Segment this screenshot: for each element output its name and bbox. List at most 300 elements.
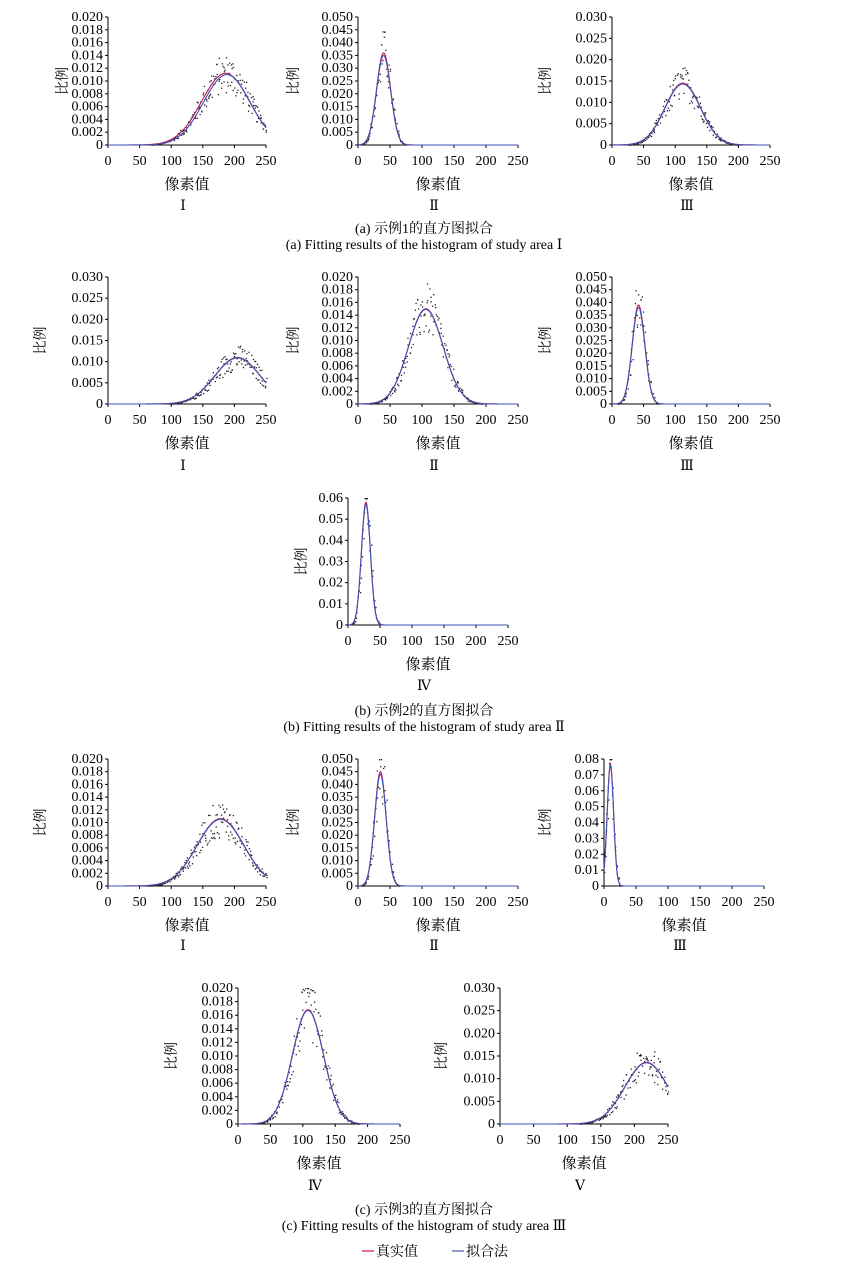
scatter-point bbox=[196, 398, 197, 399]
scatter-point bbox=[672, 106, 673, 107]
scatter-point bbox=[390, 395, 391, 396]
y-axis-label: 比例 bbox=[295, 547, 310, 576]
y-tick-label: 0.04 bbox=[574, 815, 599, 831]
scatter-point bbox=[223, 357, 224, 358]
scatter-point bbox=[378, 787, 379, 788]
scatter-point bbox=[206, 106, 207, 107]
scatter-point bbox=[199, 834, 200, 835]
scatter-point bbox=[643, 141, 644, 142]
y-tick-label: 0.005 bbox=[71, 375, 103, 391]
y-tick-label: 0.01 bbox=[318, 596, 343, 612]
scatter-point bbox=[256, 367, 257, 368]
scatter-point bbox=[219, 81, 220, 82]
x-tick-label: 250 bbox=[255, 154, 277, 169]
x-tick-label: 0 bbox=[354, 413, 362, 428]
scatter-point bbox=[692, 102, 693, 103]
scatter-point bbox=[427, 300, 428, 301]
y-tick-label: 0.014 bbox=[201, 1021, 233, 1037]
x-tick-label: 250 bbox=[255, 895, 277, 910]
scatter-point bbox=[665, 115, 666, 116]
y-tick-label: 0.025 bbox=[321, 74, 353, 89]
scatter-point bbox=[318, 1012, 319, 1013]
scatter-point bbox=[329, 1068, 330, 1069]
scatter-point bbox=[717, 134, 718, 135]
x-tick-label: 50 bbox=[383, 413, 397, 428]
scatter-point bbox=[687, 73, 688, 74]
scatter-point bbox=[356, 618, 357, 619]
scatter-point bbox=[374, 836, 375, 837]
scatter-point bbox=[234, 842, 235, 843]
scatter-point bbox=[443, 335, 444, 336]
y-tick-label: 0.006 bbox=[71, 840, 103, 856]
y-tick-label: 0.008 bbox=[71, 86, 103, 102]
chart-panel-b-6 bbox=[538, 270, 781, 474]
scatter-point bbox=[622, 1085, 623, 1086]
scatter-point bbox=[430, 301, 431, 302]
scatter-point bbox=[394, 110, 395, 111]
scatter-point bbox=[234, 87, 235, 88]
x-tick-label: 250 bbox=[389, 1133, 411, 1148]
scatter-point bbox=[235, 353, 236, 354]
scatter-point bbox=[414, 318, 415, 319]
y-tick-label: 0.008 bbox=[71, 828, 103, 844]
scatter-point bbox=[379, 759, 380, 760]
scatter-point bbox=[635, 303, 636, 304]
legend-fit-label: 拟合法 bbox=[466, 1245, 508, 1260]
series-true-value-line bbox=[108, 73, 266, 145]
scatter-point bbox=[201, 111, 202, 112]
y-tick-label: 0.002 bbox=[321, 384, 353, 400]
scatter-point bbox=[387, 75, 388, 76]
x-tick-label: 250 bbox=[759, 154, 781, 169]
scatter-point bbox=[313, 1011, 314, 1012]
scatter-point bbox=[381, 759, 382, 760]
scatter-point bbox=[188, 863, 189, 864]
y-tick-label: 0.006 bbox=[71, 99, 103, 115]
x-tick-label: 50 bbox=[132, 413, 147, 428]
scatter-point bbox=[415, 310, 416, 311]
caption-c-en: (c) Fitting results of the histogram of study area Ⅲ bbox=[281, 1219, 567, 1234]
scatter-point bbox=[627, 1087, 628, 1088]
x-tick-label: 150 bbox=[192, 413, 214, 428]
scatter-point bbox=[287, 1081, 288, 1082]
scatter-point bbox=[201, 825, 202, 826]
y-tick-label: 0 bbox=[96, 138, 103, 153]
scatter-point bbox=[249, 848, 250, 849]
x-tick-label: 250 bbox=[753, 895, 775, 910]
x-tick-label: 200 bbox=[223, 154, 245, 169]
scatter-point bbox=[226, 57, 227, 58]
x-tick-label: 0 bbox=[344, 634, 352, 649]
scatter-point bbox=[308, 996, 309, 997]
scatter-point bbox=[326, 1052, 327, 1053]
scatter-point bbox=[221, 361, 222, 362]
x-tick-label: 250 bbox=[759, 413, 781, 428]
scatter-point bbox=[338, 1102, 339, 1103]
scatter-point bbox=[265, 873, 266, 874]
scatter-point bbox=[611, 1104, 612, 1105]
scatter-point bbox=[253, 373, 254, 374]
scatter-point bbox=[304, 990, 305, 991]
y-tick-label: 0 bbox=[96, 397, 103, 412]
scatter-point bbox=[243, 98, 244, 99]
x-tick-label: 200 bbox=[223, 895, 245, 910]
x-axis-label: 像素值 bbox=[415, 177, 461, 193]
scatter-point bbox=[226, 359, 227, 360]
x-axis-label: 像素值 bbox=[405, 657, 451, 673]
scatter-point bbox=[649, 1068, 650, 1069]
scatter-point bbox=[407, 338, 408, 339]
scatter-point bbox=[305, 988, 306, 989]
series-true-value-line bbox=[358, 309, 518, 404]
scatter-point bbox=[648, 364, 649, 365]
scatter-point bbox=[708, 120, 709, 121]
series-true-value-line bbox=[604, 764, 764, 886]
scatter-point bbox=[321, 1030, 322, 1031]
scatter-point bbox=[701, 116, 702, 117]
scatter-point bbox=[244, 81, 245, 82]
scatter-point bbox=[420, 304, 421, 305]
scatter-point bbox=[221, 83, 222, 84]
panel-subtitle: Ⅲ bbox=[673, 939, 687, 954]
scatter-point bbox=[637, 1053, 638, 1054]
scatter-point bbox=[236, 92, 237, 93]
x-tick-label: 100 bbox=[657, 895, 679, 910]
scatter-point bbox=[215, 815, 216, 816]
scatter-point bbox=[312, 990, 313, 991]
scatter-point bbox=[236, 75, 237, 76]
x-tick-label: 0 bbox=[354, 895, 362, 910]
scatter-point bbox=[387, 398, 388, 399]
scatter-point bbox=[169, 881, 170, 882]
scatter-point bbox=[380, 766, 381, 767]
scatter-point bbox=[245, 88, 246, 89]
scatter-point bbox=[205, 835, 206, 836]
scatter-point bbox=[428, 332, 429, 333]
scatter-point bbox=[197, 118, 198, 119]
scatter-point bbox=[641, 1055, 642, 1056]
panel-subtitle: Ⅴ bbox=[574, 1179, 586, 1194]
x-tick-label: 200 bbox=[475, 895, 497, 910]
scatter-point bbox=[646, 1056, 647, 1057]
scatter-point bbox=[217, 376, 218, 377]
scatter-point bbox=[656, 120, 657, 121]
scatter-point bbox=[326, 1079, 327, 1080]
scatter-point bbox=[395, 389, 396, 390]
scatter-point bbox=[233, 352, 234, 353]
scatter-point bbox=[437, 316, 438, 317]
scatter-point bbox=[232, 63, 233, 64]
scatter-point bbox=[237, 841, 238, 842]
scatter-point bbox=[251, 113, 252, 114]
y-tick-label: 0.010 bbox=[321, 853, 353, 869]
y-tick-label: 0.018 bbox=[321, 282, 353, 298]
series-fit-line bbox=[612, 307, 770, 404]
scatter-point bbox=[227, 64, 228, 65]
scatter-point bbox=[186, 131, 187, 132]
scatter-point bbox=[224, 356, 225, 357]
scatter-point bbox=[261, 370, 262, 371]
y-tick-label: 0.020 bbox=[575, 346, 607, 362]
scatter-point bbox=[398, 130, 399, 131]
x-tick-label: 250 bbox=[507, 895, 529, 910]
scatter-point bbox=[235, 837, 236, 838]
x-tick-label: 0 bbox=[354, 154, 362, 169]
scatter-point bbox=[224, 67, 225, 68]
y-tick-label: 0.012 bbox=[321, 320, 353, 336]
scatter-point bbox=[263, 128, 264, 129]
scatter-point bbox=[381, 401, 382, 402]
scatter-point bbox=[322, 1056, 323, 1057]
scatter-point bbox=[189, 865, 190, 866]
scatter-point bbox=[251, 855, 252, 856]
scatter-point bbox=[416, 334, 417, 335]
scatter-point bbox=[454, 385, 455, 386]
scatter-point bbox=[209, 95, 210, 96]
scatter-point bbox=[199, 114, 200, 115]
scatter-point bbox=[670, 86, 671, 87]
scatter-point bbox=[705, 112, 706, 113]
scatter-point bbox=[241, 363, 242, 364]
scatter-point bbox=[367, 498, 368, 499]
scatter-point bbox=[634, 1066, 635, 1067]
scatter-point bbox=[433, 294, 434, 295]
scatter-point bbox=[453, 369, 454, 370]
scatter-point bbox=[420, 315, 421, 316]
scatter-point bbox=[607, 1115, 608, 1116]
scatter-point bbox=[651, 1066, 652, 1067]
scatter-point bbox=[448, 353, 449, 354]
scatter-point bbox=[360, 592, 361, 593]
y-tick-label: 0.020 bbox=[71, 312, 103, 328]
x-tick-label: 150 bbox=[192, 895, 214, 910]
scatter-point bbox=[229, 815, 230, 816]
scatter-point bbox=[308, 988, 309, 989]
y-tick-label: 0.016 bbox=[71, 35, 103, 51]
scatter-point bbox=[203, 92, 204, 93]
y-tick-label: 0.010 bbox=[575, 95, 607, 111]
scatter-point bbox=[331, 1075, 332, 1076]
y-tick-label: 0.020 bbox=[463, 1026, 495, 1042]
y-tick-label: 0.004 bbox=[321, 371, 353, 387]
x-tick-label: 50 bbox=[636, 413, 651, 428]
y-tick-label: 0.006 bbox=[201, 1076, 233, 1092]
y-tick-label: 0 bbox=[600, 397, 607, 412]
scatter-point bbox=[226, 371, 227, 372]
x-tick-label: 200 bbox=[721, 895, 743, 910]
scatter-point bbox=[694, 108, 695, 109]
scatter-point bbox=[213, 76, 214, 77]
scatter-point bbox=[298, 1046, 299, 1047]
scatter-point bbox=[252, 96, 253, 97]
scatter-point bbox=[424, 315, 425, 316]
scatter-point bbox=[175, 877, 176, 878]
scatter-point bbox=[354, 623, 355, 624]
scatter-point bbox=[467, 401, 468, 402]
scatter-point bbox=[261, 868, 262, 869]
scatter-point bbox=[241, 827, 242, 828]
scatter-point bbox=[212, 833, 213, 834]
scatter-point bbox=[305, 1002, 306, 1003]
scatter-point bbox=[296, 1054, 297, 1055]
scatter-point bbox=[424, 313, 425, 314]
scatter-point bbox=[692, 97, 693, 98]
series-true-value-line bbox=[358, 772, 518, 886]
x-tick-label: 50 bbox=[263, 1133, 278, 1148]
scatter-point bbox=[222, 377, 223, 378]
scatter-point bbox=[432, 306, 433, 307]
x-tick-label: 100 bbox=[160, 413, 182, 428]
y-tick-label: 0.018 bbox=[71, 764, 103, 780]
scatter-point bbox=[677, 75, 678, 76]
y-tick-label: 0.035 bbox=[321, 790, 353, 806]
y-tick-label: 0.045 bbox=[321, 764, 353, 780]
scatter-point bbox=[249, 106, 250, 107]
scatter-point bbox=[245, 839, 246, 840]
x-tick-label: 150 bbox=[192, 154, 214, 169]
scatter-point bbox=[637, 324, 638, 325]
scatter-point bbox=[371, 858, 372, 859]
scatter-point bbox=[211, 837, 212, 838]
scatter-point bbox=[617, 1106, 618, 1107]
scatter-point bbox=[307, 992, 308, 993]
scatter-point bbox=[423, 331, 424, 332]
scatter-point bbox=[647, 1058, 648, 1059]
scatter-point bbox=[296, 1018, 297, 1019]
y-tick-label: 0.005 bbox=[463, 1094, 495, 1110]
scatter-point bbox=[266, 132, 267, 133]
y-tick-label: 0.002 bbox=[201, 1103, 233, 1119]
panel-subtitle: Ⅰ bbox=[180, 199, 186, 214]
scatter-point bbox=[444, 343, 445, 344]
scatter-point bbox=[291, 1074, 292, 1075]
scatter-point bbox=[210, 830, 211, 831]
x-tick-label: 0 bbox=[496, 1133, 504, 1148]
y-tick-label: 0.002 bbox=[71, 125, 103, 141]
scatter-point bbox=[229, 63, 230, 64]
scatter-point bbox=[401, 375, 402, 376]
scatter-point bbox=[654, 1056, 655, 1057]
x-axis-label: 像素值 bbox=[415, 436, 461, 452]
x-tick-label: 100 bbox=[411, 895, 433, 910]
scatter-point bbox=[342, 1111, 343, 1112]
scatter-point bbox=[426, 302, 427, 303]
scatter-point bbox=[378, 80, 379, 81]
scatter-point bbox=[204, 104, 205, 105]
scatter-point bbox=[192, 863, 193, 864]
y-tick-label: 0.008 bbox=[321, 346, 353, 362]
scatter-point bbox=[646, 139, 647, 140]
scatter-point bbox=[208, 96, 209, 97]
scatter-point bbox=[645, 332, 646, 333]
scatter-point bbox=[207, 844, 208, 845]
scatter-point bbox=[257, 871, 258, 872]
scatter-point bbox=[637, 327, 638, 328]
scatter-point bbox=[448, 356, 449, 357]
x-tick-label: 0 bbox=[104, 154, 112, 169]
x-tick-label: 100 bbox=[401, 634, 423, 649]
scatter-point bbox=[224, 71, 225, 72]
scatter-point bbox=[626, 1074, 627, 1075]
y-tick-label: 0.040 bbox=[321, 35, 353, 51]
scatter-points bbox=[170, 346, 268, 405]
x-tick-label: 0 bbox=[608, 154, 616, 169]
panel-subtitle: Ⅱ bbox=[429, 199, 439, 214]
scatter-points bbox=[629, 67, 739, 145]
scatter-point bbox=[392, 864, 393, 865]
series-fit-line bbox=[108, 358, 266, 404]
scatter-point bbox=[262, 384, 263, 385]
scatter-point bbox=[625, 1094, 626, 1095]
scatter-point bbox=[200, 850, 201, 851]
scatter-point bbox=[205, 390, 206, 391]
scatter-point bbox=[651, 1060, 652, 1061]
scatter-point bbox=[415, 303, 416, 304]
scatter-point bbox=[648, 137, 649, 138]
series-fit-line bbox=[348, 504, 508, 625]
x-tick-label: 150 bbox=[696, 413, 718, 428]
scatter-point bbox=[654, 132, 655, 133]
chart-panel-a-1 bbox=[55, 10, 277, 214]
scatter-point bbox=[207, 842, 208, 843]
y-tick-label: 0 bbox=[346, 397, 353, 412]
scatter-point bbox=[251, 97, 252, 98]
scatter-point bbox=[458, 382, 459, 383]
scatter-point bbox=[403, 367, 404, 368]
scatter-point bbox=[217, 74, 218, 75]
scatter-point bbox=[657, 1076, 658, 1077]
scatter-point bbox=[244, 350, 245, 351]
scatter-point bbox=[631, 1069, 632, 1070]
scatter-points bbox=[351, 498, 381, 625]
scatter-point bbox=[265, 386, 266, 387]
scatter-point bbox=[400, 380, 401, 381]
scatter-point bbox=[664, 1076, 665, 1077]
y-tick-label: 0.005 bbox=[575, 116, 607, 132]
scatter-point bbox=[233, 90, 234, 91]
scatter-point bbox=[266, 130, 267, 131]
scatter-point bbox=[233, 67, 234, 68]
scatter-point bbox=[606, 1116, 607, 1117]
y-tick-label: 0.012 bbox=[201, 1035, 233, 1051]
scatter-point bbox=[314, 1002, 315, 1003]
scatter-point bbox=[429, 329, 430, 330]
x-tick-label: 150 bbox=[433, 634, 455, 649]
scatter-point bbox=[651, 136, 652, 137]
scatter-point bbox=[288, 1085, 289, 1086]
scatter-point bbox=[222, 63, 223, 64]
scatter-point bbox=[682, 75, 683, 76]
scatter-point bbox=[236, 823, 237, 824]
scatter-point bbox=[193, 856, 194, 857]
scatter-point bbox=[325, 1067, 326, 1068]
scatter-point bbox=[214, 838, 215, 839]
scatter-point bbox=[259, 370, 260, 371]
scatter-point bbox=[241, 836, 242, 837]
scatter-point bbox=[309, 993, 310, 994]
y-tick-label: 0.020 bbox=[321, 270, 353, 285]
series-true-value-line bbox=[612, 83, 770, 145]
x-tick-label: 50 bbox=[383, 154, 397, 169]
y-tick-label: 0 bbox=[592, 879, 599, 894]
scatter-point bbox=[382, 803, 383, 804]
scatter-point bbox=[255, 869, 256, 870]
scatter-point bbox=[701, 118, 702, 119]
series-fit-line bbox=[108, 819, 266, 886]
scatter-point bbox=[713, 135, 714, 136]
y-tick-label: 0.014 bbox=[71, 790, 103, 806]
scatter-point bbox=[654, 1082, 655, 1083]
